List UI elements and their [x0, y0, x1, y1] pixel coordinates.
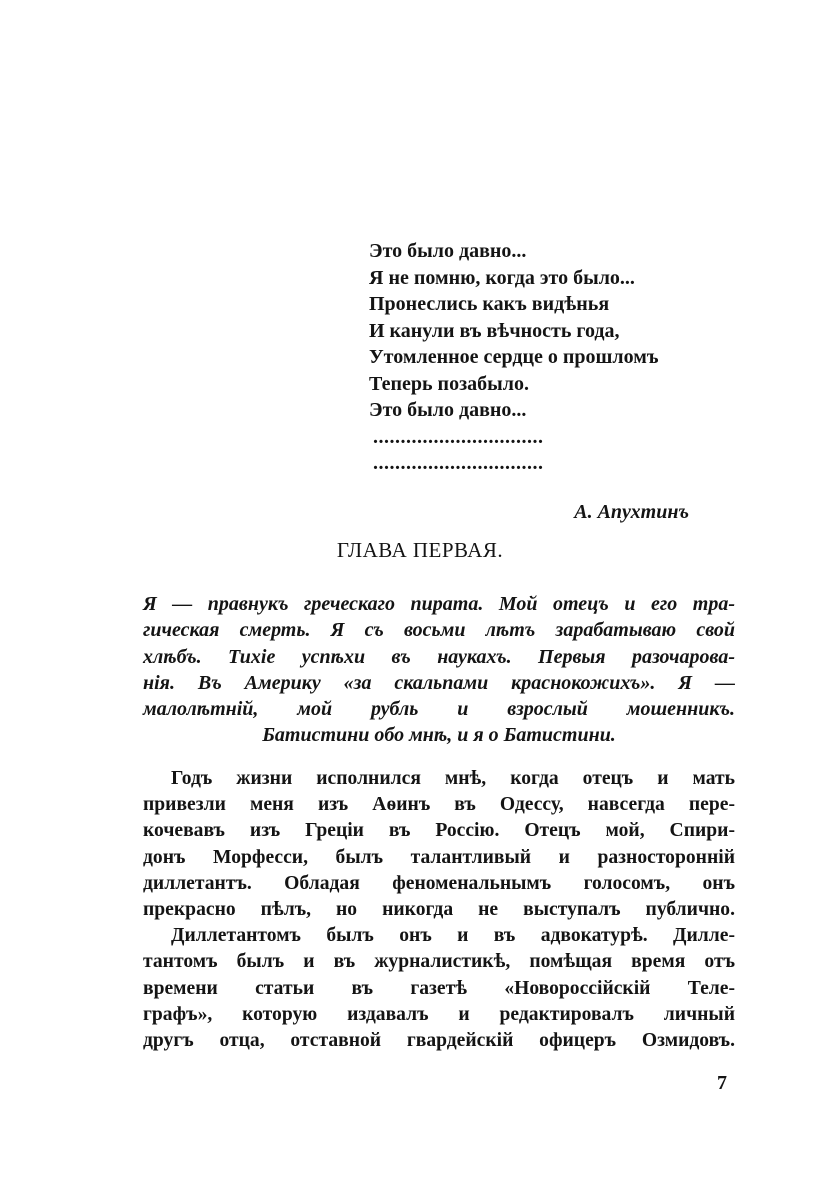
- body-line: диллетантъ. Обладая феноменальнымъ голосомъ, онъ: [143, 872, 735, 894]
- synopsis-line: малолѣтній, мой рубль и взрослый мошенникъ.: [143, 698, 735, 721]
- epigraph-line: Утомленное сердце о прошломъ: [369, 346, 659, 368]
- chapter-synopsis: [143, 591, 735, 749]
- epigraph-line: Я не помню, когда это было...: [369, 266, 635, 289]
- epigraph-ellipsis-row: ...............................: [373, 452, 544, 474]
- body-line: Диллетантомъ былъ онъ и въ адвокатурѣ. Дилле-: [171, 925, 735, 947]
- body-line: привезли меня изъ Аѳинъ въ Одессу, навсегда пере-: [143, 794, 735, 816]
- synopsis-line: хлѣбъ. Тихіе успѣхи въ наукахъ. Первыя разочарова-: [143, 645, 735, 668]
- synopsis-line: гическая смерть. Я съ восьми лѣтъ зарабатываю свой: [143, 619, 735, 642]
- body-line: тантомъ былъ и въ журналистикѣ, помѣщая время отъ: [143, 951, 735, 973]
- epigraph-line: Теперь позабыло.: [369, 372, 529, 395]
- epigraph: [369, 238, 749, 525]
- epigraph-line: Это было давно...: [369, 399, 527, 421]
- chapter-title: ГЛАВА ПЕРВАЯ.: [336, 538, 504, 562]
- synopsis-line: Батистини обо мнѣ, и я о Батистини.: [262, 724, 616, 747]
- epigraph-line: И канули въ вѣчность года,: [369, 319, 620, 342]
- body-line: прекрасно пѣлъ, но никогда не выступалъ публично.: [143, 899, 735, 921]
- page-number: 7: [717, 1072, 727, 1094]
- synopsis-line: нія. Въ Америку «за скальпами краснокожихъ». Я —: [143, 671, 735, 694]
- epigraph-line: Это было давно...: [369, 240, 527, 262]
- epigraph-ellipsis-row: ...............................: [373, 425, 544, 448]
- body-line: времени статьи въ газетѣ «Новороссійскій Теле-: [143, 977, 735, 999]
- epigraph-line: Пронеслись какъ видѣнья: [369, 293, 610, 315]
- body-text: [143, 766, 735, 1054]
- epigraph-author: А. Апухтинъ: [574, 500, 689, 523]
- body-line: донъ Морфесси, былъ талантливый и разносторонній: [143, 846, 735, 868]
- body-line: другъ отца, отставной гвардейскій офицеръ Озмидовъ.: [143, 1030, 735, 1052]
- synopsis-line: Я — правнукъ греческаго пирата. Мой отецъ и его тра-: [143, 593, 735, 615]
- body-line: Годъ жизни исполнился мнѣ, когда отецъ и мать: [171, 768, 735, 789]
- body-line: кочевавъ изъ Греціи въ Россію. Отецъ мой, Спири-: [143, 820, 735, 842]
- body-line: графъ», которую издавалъ и редактировалъ личный: [143, 1003, 735, 1025]
